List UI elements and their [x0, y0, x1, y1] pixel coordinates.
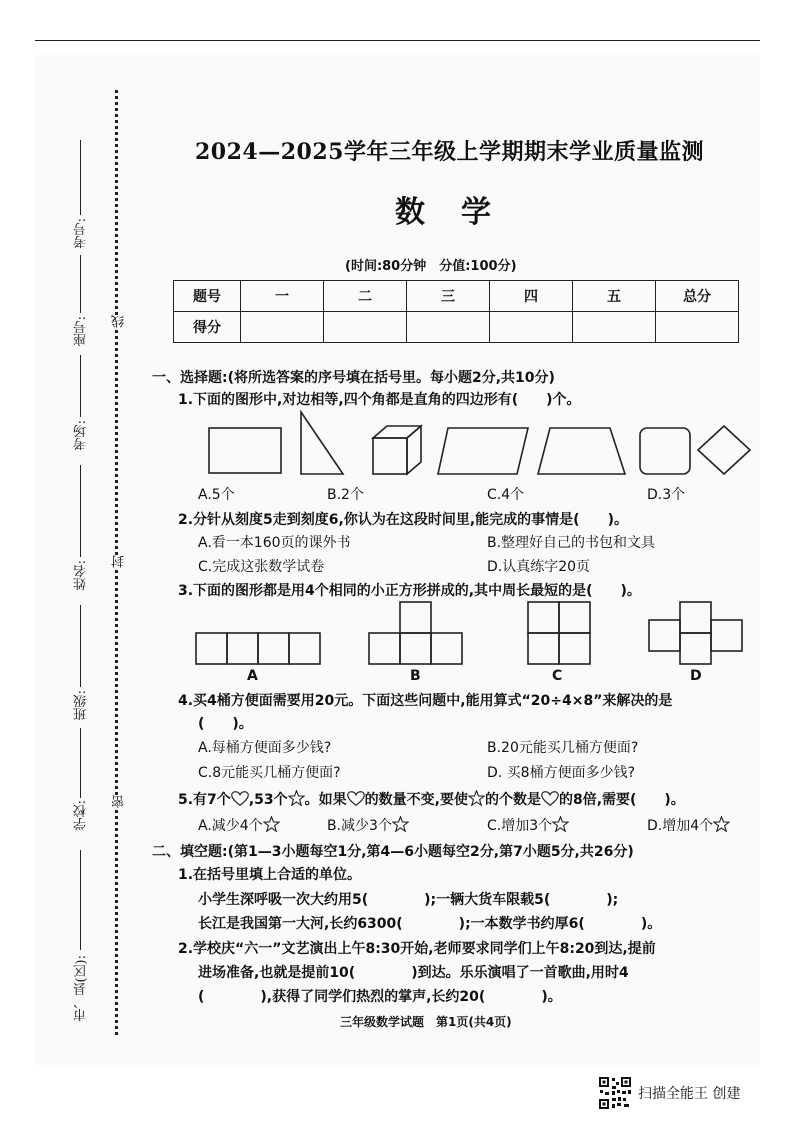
- score-table-score-row: [174, 312, 739, 343]
- s2-q2-line2[interactable]: 进场准备,也就是提前10( )到达。乐乐演唱了一首歌曲,用时4: [198, 965, 629, 981]
- score-cell[interactable]: [241, 312, 324, 343]
- star-icon: [713, 816, 730, 832]
- score-cell[interactable]: [656, 312, 739, 343]
- shape-right-triangle: [301, 412, 343, 474]
- q3-label-c: C: [552, 668, 563, 684]
- q1-stem: 1.下面的图形中,对边相等,四个角都是直角的四边形有( )个。: [178, 392, 581, 408]
- q2-stem: 2.分针从刻度5走到刻度6,你认为在这段时间里,能完成的事情是( )。: [178, 512, 628, 528]
- binding-char-feng: 封: [112, 555, 127, 568]
- score-header-cell: 四: [490, 281, 573, 312]
- heart-icon: [541, 791, 559, 806]
- field-class-line[interactable]: [80, 605, 81, 687]
- score-header-cell: 总分: [656, 281, 739, 312]
- shape-cube: [373, 426, 421, 474]
- shape-rounded-rectangle: [640, 428, 690, 474]
- q1-shapes: [195, 410, 760, 480]
- q4-stem: 4.买4桶方便面需要用20元。下面这些问题中,能用算式“20÷4×8”来解决的是: [178, 693, 673, 709]
- star-icon: [392, 816, 409, 832]
- scanner-credit-text: 扫描全能王 创建: [638, 1086, 741, 1102]
- field-district-label: 市、县(区):: [74, 955, 89, 1022]
- figure-a-four-in-row: [196, 633, 320, 664]
- figure-d-cross-shape: [649, 602, 742, 664]
- q5-option-a[interactable]: [198, 815, 280, 835]
- section2-heading: 二、填空题:(第1—3小题每空1分,第4—6小题每空2分,第7小题5分,共26分): [152, 844, 634, 860]
- q4-answer-blank[interactable]: ( )。: [198, 716, 253, 732]
- score-header-cell: 一: [241, 281, 324, 312]
- star-icon: [552, 816, 569, 832]
- field-exam-room-line[interactable]: [80, 355, 81, 417]
- score-table-header-row: [174, 281, 739, 312]
- field-seat-line[interactable]: [80, 255, 81, 313]
- s2-q1-line2[interactable]: 长江是我国第一大河,长约6300( );一本数学书约厚6( )。: [198, 916, 662, 932]
- q4-option-d[interactable]: D. 买8桶方便面多少钱?: [487, 765, 636, 781]
- figure-b-t-shape: [369, 602, 462, 664]
- q1-option-a[interactable]: A.5个: [198, 487, 235, 503]
- field-name-line[interactable]: [80, 465, 81, 557]
- q4-option-c[interactable]: C.8元能买几桶方便面?: [198, 765, 341, 781]
- score-header-cell: 题号: [174, 281, 241, 312]
- scanner-watermark: [598, 1076, 740, 1110]
- field-exam-number-label: 考号:: [74, 218, 89, 249]
- q5-option-d[interactable]: [647, 815, 730, 835]
- s2-q1-stem: 1.在括号里填上合适的单位。: [178, 867, 362, 883]
- score-header-cell: 三: [407, 281, 490, 312]
- q4-option-b[interactable]: B.20元能买几桶方便面?: [487, 740, 639, 756]
- field-name-label: 姓名:: [74, 560, 89, 591]
- exam-title: 2024—2025学年三年级上学期期末学业质量监测: [195, 139, 704, 165]
- score-cell[interactable]: [573, 312, 656, 343]
- q4-option-a[interactable]: A.每桶方便面多少钱?: [198, 740, 332, 756]
- q1-option-d[interactable]: D.3个: [647, 487, 686, 503]
- q5-option-b-label: B.减少3个: [327, 818, 392, 834]
- s2-q2-line3[interactable]: ( ),获得了同学们热烈的掌声,长约20( )。: [198, 989, 562, 1005]
- q5-text-3: 。如果: [304, 792, 347, 808]
- binding-char-mi: 密: [112, 795, 127, 808]
- qr-code-icon: [598, 1076, 632, 1110]
- q1-option-b[interactable]: B.2个: [327, 487, 364, 503]
- figure-c-square: [528, 602, 590, 664]
- score-row-label: 得分: [174, 312, 241, 343]
- q2-option-a[interactable]: A.看一本160页的课外书: [198, 535, 351, 551]
- q5-option-a-label: A.减少4个: [198, 818, 263, 834]
- field-school-label: 学校:: [74, 800, 89, 831]
- binding-char-xian: 线: [112, 315, 127, 328]
- q5-text-6: 的8倍,需要( )。: [558, 792, 685, 808]
- q5-text-1: 5.有7个: [178, 792, 231, 808]
- field-district-line[interactable]: [80, 850, 81, 950]
- star-icon: [468, 790, 485, 806]
- q5-text-5: 的个数是: [484, 792, 541, 808]
- q5-text-4: 的数量不变,要使: [364, 792, 468, 808]
- star-icon: [288, 790, 305, 806]
- shape-trapezoid: [538, 428, 625, 474]
- q3-label-a: A: [247, 668, 258, 684]
- score-table: [173, 280, 739, 343]
- score-header-cell: 二: [324, 281, 407, 312]
- q2-option-c[interactable]: C.完成这张数学试卷: [198, 559, 325, 575]
- q5-stem: [178, 789, 685, 809]
- q3-shapes: [190, 600, 760, 668]
- q5-option-c[interactable]: [487, 815, 569, 835]
- field-school-line[interactable]: [80, 728, 81, 798]
- shape-square-diamond: [698, 426, 750, 474]
- q5-option-d-label: D.增加4个: [647, 818, 714, 834]
- s2-q1-line1[interactable]: 小学生深呼吸一次大约用5( );一辆大货车限载5( );: [198, 892, 619, 908]
- score-cell[interactable]: [407, 312, 490, 343]
- q5-option-c-label: C.增加3个: [487, 818, 553, 834]
- q2-option-b[interactable]: B.整理好自己的书包和文具: [487, 535, 656, 551]
- q1-option-c[interactable]: C.4个: [487, 487, 525, 503]
- q3-label-b: B: [410, 668, 421, 684]
- field-seat-label: 座号:: [74, 316, 89, 347]
- score-header-cell: 五: [573, 281, 656, 312]
- field-exam-room-label: 考场:: [74, 420, 89, 451]
- s2-q2-line1: 2.学校庆“六一”文艺演出上午8:30开始,老师要求同学们上午8:20到达,提前: [178, 941, 656, 957]
- shape-parallelogram: [438, 428, 528, 474]
- q3-stem: 3.下面的图形都是用4个相同的小正方形拼成的,其中周长最短的是( )。: [178, 583, 641, 599]
- heart-icon: [231, 791, 249, 806]
- q5-text-2: ,53个: [248, 792, 288, 808]
- heart-icon: [347, 791, 365, 806]
- top-rule: [35, 40, 760, 41]
- score-cell[interactable]: [324, 312, 407, 343]
- q5-option-b[interactable]: [327, 815, 409, 835]
- subject-title: 数学: [395, 195, 527, 230]
- field-class-label: 班级:: [74, 690, 89, 721]
- page-footer: 三年级数学试题 第1页(共4页): [340, 1015, 512, 1029]
- score-cell[interactable]: [490, 312, 573, 343]
- q3-label-d: D: [690, 668, 702, 684]
- time-and-score-info: (时间:80分钟 分值:100分): [345, 259, 517, 274]
- star-icon: [263, 816, 280, 832]
- field-exam-number-line[interactable]: [80, 140, 81, 215]
- q2-option-d[interactable]: D.认真练字20页: [487, 559, 591, 575]
- section1-heading: 一、选择题:(将所选答案的序号填在括号里。每小题2分,共10分): [152, 370, 555, 386]
- shape-rectangle: [209, 428, 281, 473]
